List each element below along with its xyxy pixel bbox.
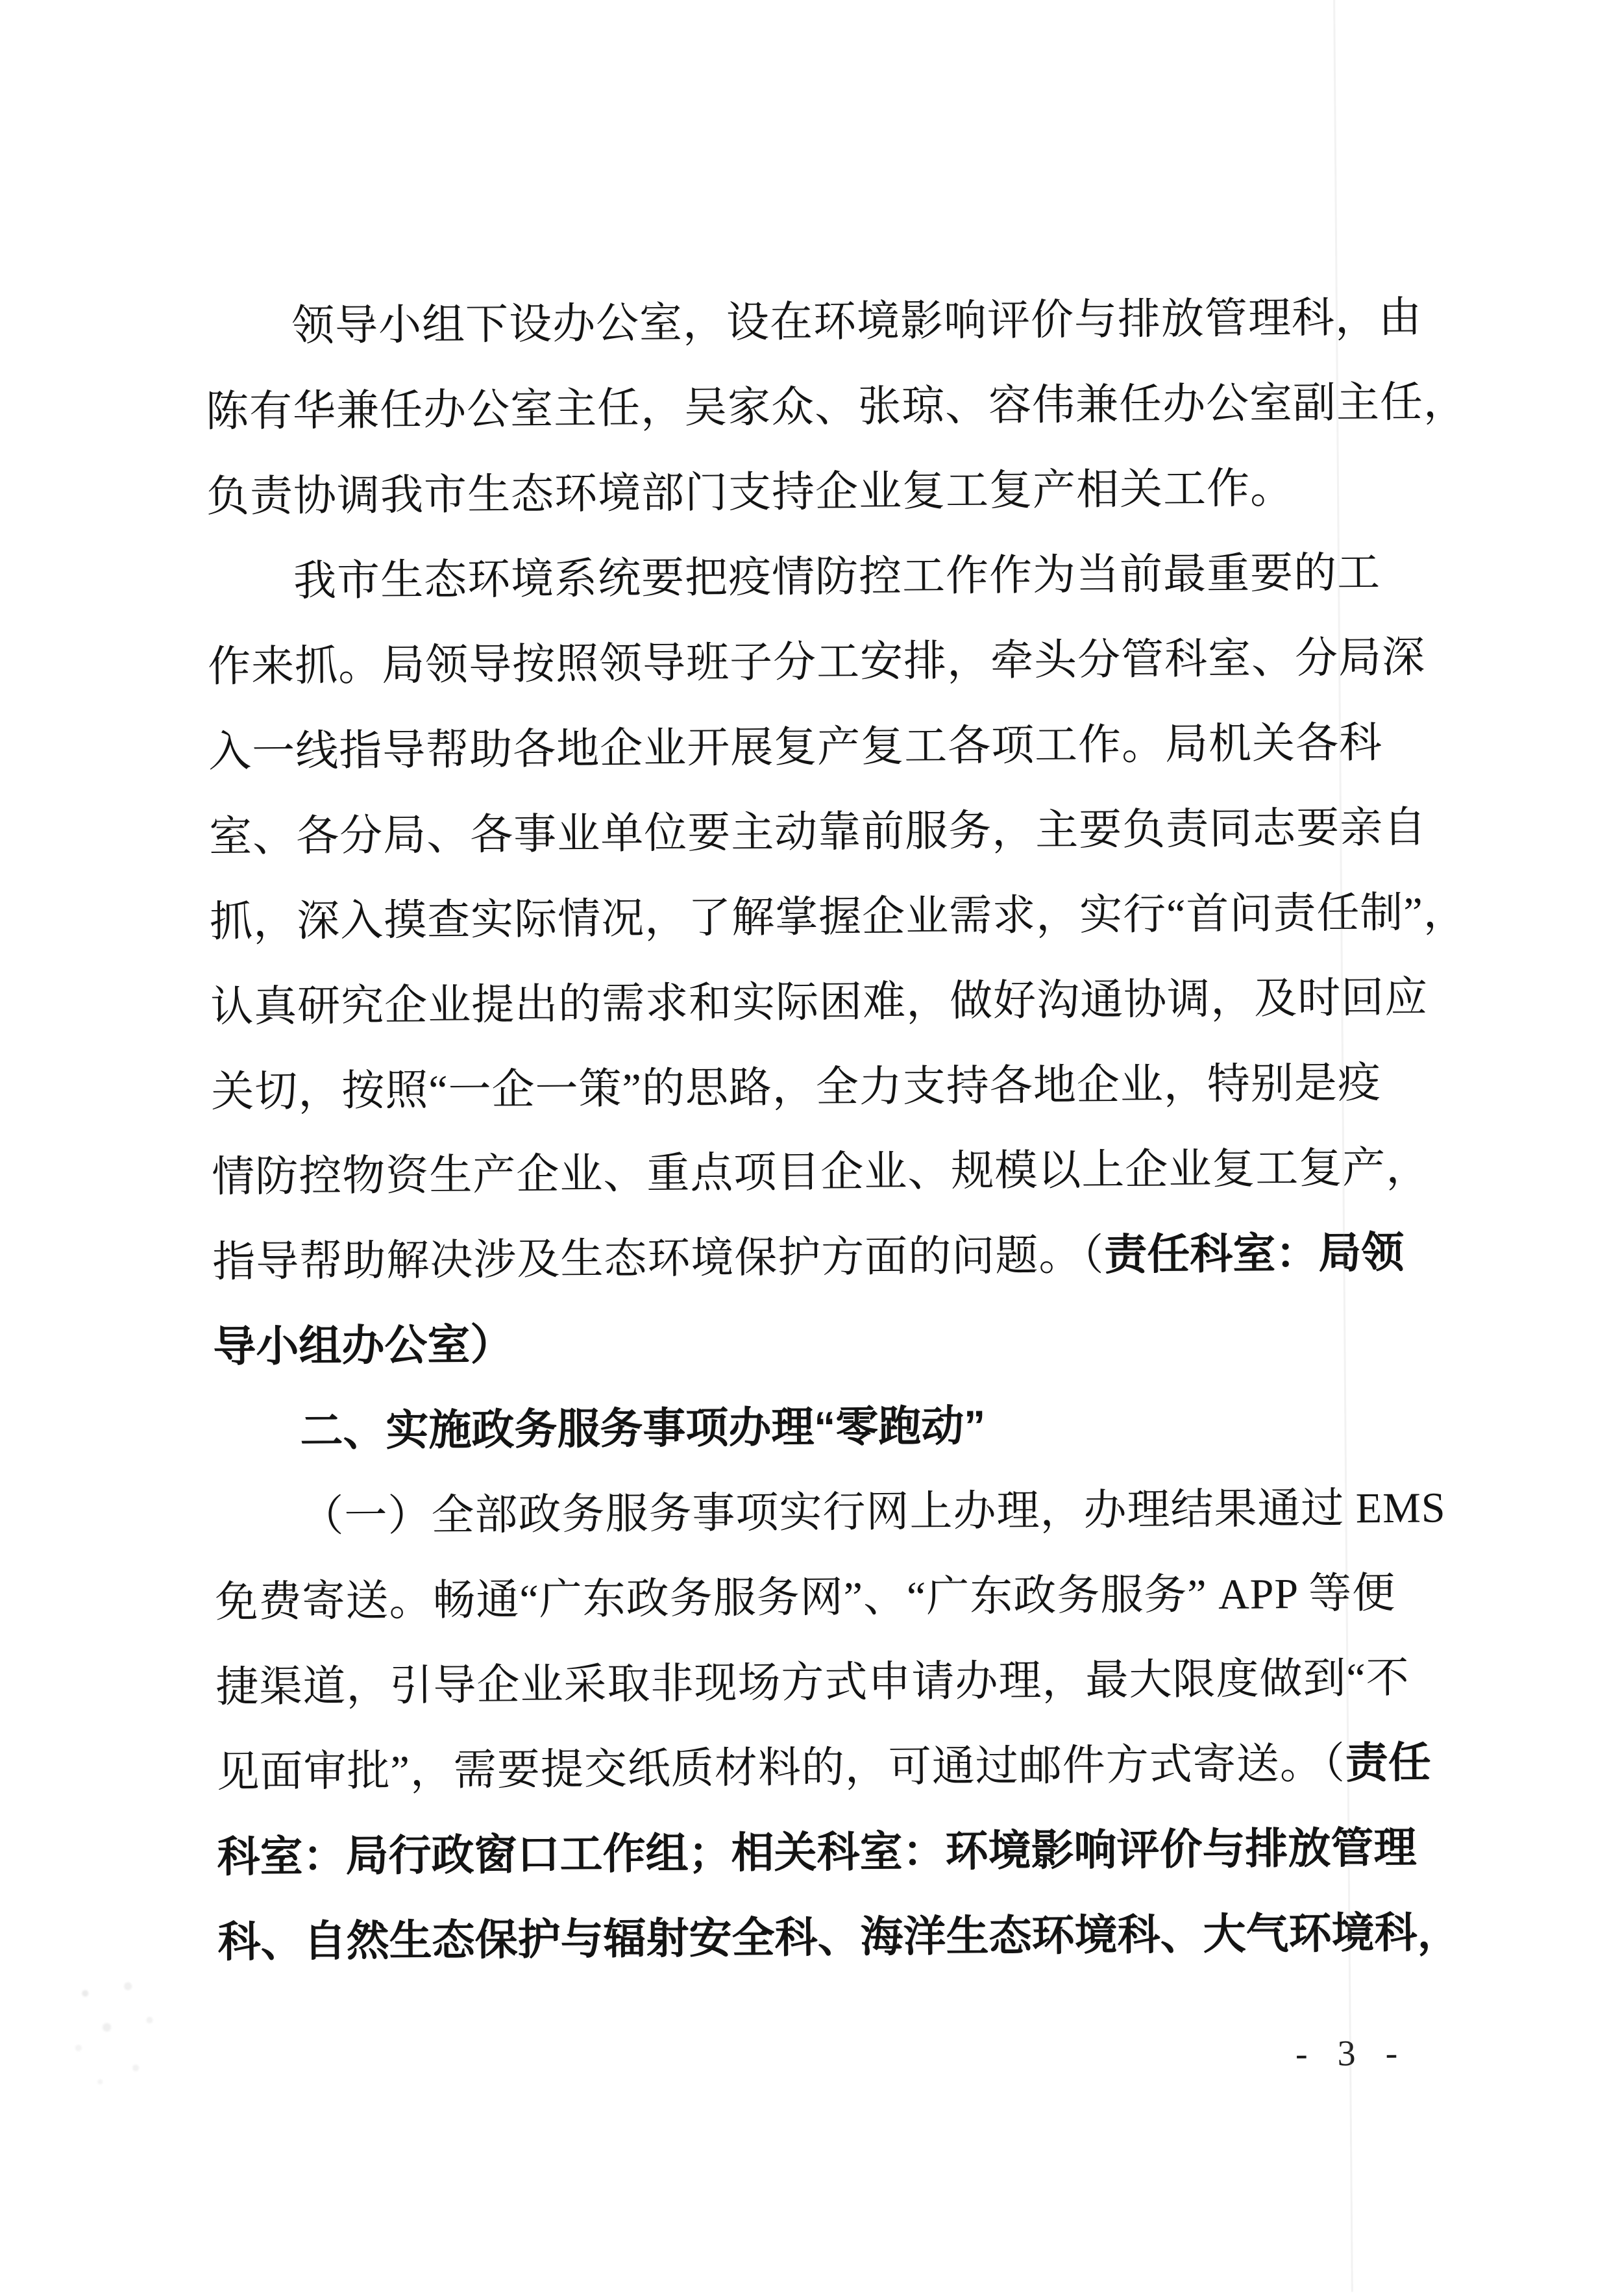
- line-text-regular: 免费寄送。畅通“广东政务服务网”、“广东政务服务” APP 等便: [215, 1569, 1396, 1627]
- line-text-bold: 导小组办公室）: [213, 1320, 513, 1371]
- scan-artifact-smudge: [42, 1966, 186, 2103]
- line-text-regular: 作来抓。局领导按照领导班子分工安排，牵头分管科室、分局深: [207, 634, 1426, 691]
- doc-line: [213, 1294, 1432, 1389]
- doc-line: [212, 1209, 1432, 1304]
- line-text-regular: 抓，深入摸查实际情况，了解掌握企业需求，实行“首问责任制”，: [209, 889, 1467, 946]
- line-text-regular: 捷渠道，引导企业采取非现场方式申请办理，最大限度做到“不: [215, 1654, 1410, 1712]
- doc-line: [217, 1805, 1436, 1899]
- doc-line: [210, 955, 1430, 1050]
- line-text-regular: 领导小组下设办公室，设在环境影响评价与排放管理科，由: [291, 293, 1423, 351]
- line-text-regular: 认真研究企业提出的需求和实际困难，做好沟通协调，及时回应: [210, 974, 1429, 1031]
- line-text-bold: 科、自然生态保护与辐射安全科、海洋生态环境科、大气环境科，: [217, 1908, 1460, 1966]
- line-text-bold: 责任科室：局领: [1104, 1228, 1405, 1279]
- line-text-regular: 我市生态环境系统要把疫情防控工作作为当前最重要的工: [293, 549, 1381, 606]
- line-text-regular: 指导帮助解决涉及生态环境保护方面的问题。（: [212, 1231, 1105, 1287]
- section-heading-line: [214, 1379, 1433, 1474]
- doc-line: [209, 785, 1429, 880]
- doc-line: [212, 1124, 1431, 1219]
- page-number: - 3 -: [1295, 2032, 1408, 2075]
- doc-line: [215, 1549, 1434, 1644]
- line-text-regular: 关切，按照“一企一策”的思路，全力支持各地企业，特别是疫: [211, 1059, 1382, 1117]
- doc-line: [205, 275, 1425, 369]
- document-body: [205, 275, 1467, 1985]
- line-text-regular: 见面审批”，需要提交纸质材料的，可通过邮件方式寄送。（: [216, 1740, 1346, 1797]
- line-text-regular: 情防控物资生产企业、重点项目企业、规模以上企业复工复产，: [212, 1144, 1430, 1202]
- doc-line: [207, 530, 1427, 624]
- line-text-regular: 负责协调我市生态环境部门支持企业复工复产相关工作。: [206, 465, 1294, 521]
- line-text-bold: 二、实施政务服务事项办理“零跑动”: [300, 1401, 986, 1455]
- line-text-regular: 陈有华兼任办公室主任，吴家众、张琼、容伟兼任办公室副主任，: [205, 378, 1467, 436]
- line-text-regular: （一）全部政务服务事项实行网上办理，办理结果通过 EMS: [301, 1484, 1446, 1541]
- doc-line: [211, 1039, 1430, 1134]
- doc-line: [208, 615, 1427, 710]
- doc-line: [205, 360, 1467, 454]
- line-text-bold: 责任: [1345, 1738, 1432, 1787]
- doc-line: [217, 1890, 1460, 1984]
- doc-line: [206, 445, 1426, 539]
- doc-line: [214, 1464, 1446, 1559]
- doc-line: [216, 1720, 1436, 1814]
- doc-line: [209, 870, 1467, 965]
- doc-line: [208, 700, 1428, 795]
- line-text-regular: 入一线指导帮助各地企业开展复产复工各项工作。局机关各科: [208, 719, 1383, 776]
- doc-line: [215, 1635, 1435, 1729]
- line-text-bold: 科室：局行政窗口工作组；相关科室：环境影响评价与排放管理: [217, 1823, 1417, 1881]
- line-text-regular: 室、各分局、各事业单位要主动靠前服务，主要负责同志要亲自: [208, 804, 1427, 861]
